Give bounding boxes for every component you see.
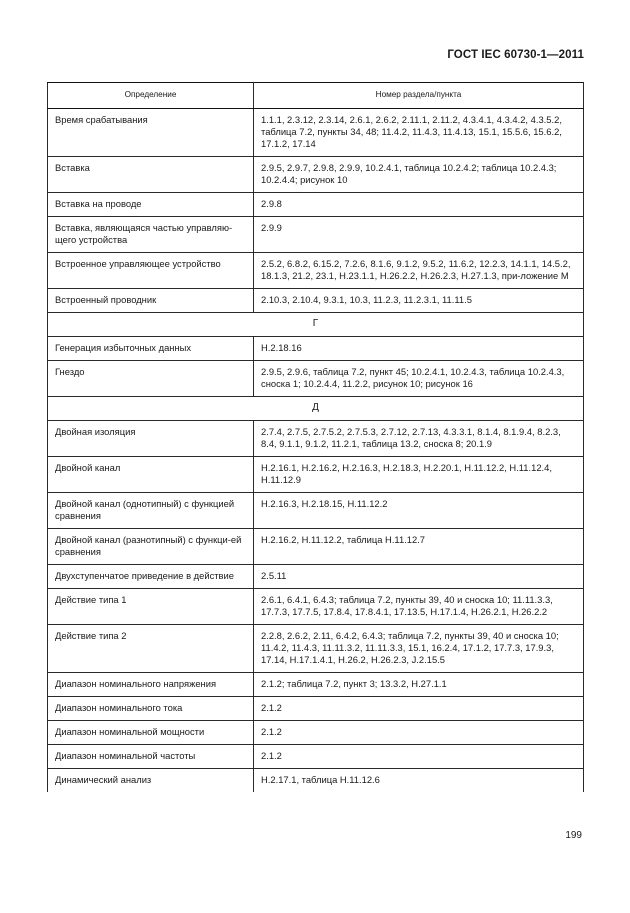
references-cell: Н.2.17.1, таблица Н.11.12.6 bbox=[254, 769, 584, 793]
references-cell: 1.1.1, 2.3.12, 2.3.14, 2.6.1, 2.6.2, 2.11.1, 2.11.2, 4.3.4.1, 4.3.4.2, 4.3.5.2, таблица 7.2, пункты 34, 48; 11.4.2, 11.4.3, 11.4.13, 15.1, 15.5.6, 15.6.2, 17.1.2, 17.14 bbox=[254, 109, 584, 157]
column-header-section-number: Номер раздела/пункта bbox=[254, 83, 584, 109]
table-row bbox=[48, 289, 584, 313]
references-cell: Н.2.16.1, Н.2.16.2, Н.2.16.3, Н.2.18.3, Н.2.20.1, Н.11.12.2, Н.11.12.4, Н.11.12.9 bbox=[254, 457, 584, 493]
references-cell: 2.5.11 bbox=[254, 565, 584, 589]
section-letter: Д bbox=[48, 397, 584, 421]
table-row bbox=[48, 193, 584, 217]
references-cell: Н.2.16.3, Н.2.18.15, Н.11.12.2 bbox=[254, 493, 584, 529]
table-row bbox=[48, 673, 584, 697]
references-cell: 2.9.8 bbox=[254, 193, 584, 217]
letter-section-row bbox=[48, 313, 584, 337]
term-cell: Вставка, являющаяся частью управляю-щего устройства bbox=[48, 217, 254, 253]
references-cell: 2.5.2, 6.8.2, 6.15.2, 7.2.6, 8.1.6, 9.1.2, 9.5.2, 11.6.2, 12.2.3, 14.1.1, 14.5.2, 18.1.3, 21.2, 23.1, Н.23.1.1, Н.26.2.2, Н.26.2.3, Н.27.1.3, при-ложение М bbox=[254, 253, 584, 289]
term-cell: Диапазон номинального тока bbox=[48, 697, 254, 721]
table-row bbox=[48, 589, 584, 625]
term-cell: Динамический анализ bbox=[48, 769, 254, 793]
column-header-definition: Определение bbox=[48, 83, 254, 109]
table-body bbox=[48, 109, 584, 793]
references-cell: 2.10.3, 2.10.4, 9.3.1, 10.3, 11.2.3, 11.2.3.1, 11.11.5 bbox=[254, 289, 584, 313]
term-cell: Диапазон номинальной частоты bbox=[48, 745, 254, 769]
references-cell: 2.1.2 bbox=[254, 745, 584, 769]
table-row bbox=[48, 337, 584, 361]
references-cell: 2.9.5, 2.9.6, таблица 7.2, пункт 45; 10.2.4.1, 10.2.4.3, таблица 10.2.4.3, сноска 1; 10.2.4.4, 11.2.2, рисунок 10; рисунок 16 bbox=[254, 361, 584, 397]
references-cell: 2.1.2 bbox=[254, 721, 584, 745]
table-row bbox=[48, 769, 584, 793]
table-row bbox=[48, 565, 584, 589]
term-cell: Вставка bbox=[48, 157, 254, 193]
table-row bbox=[48, 361, 584, 397]
term-cell: Двойная изоляция bbox=[48, 421, 254, 457]
table-header-row bbox=[48, 83, 584, 109]
table-row bbox=[48, 529, 584, 565]
term-cell: Диапазон номинальной мощности bbox=[48, 721, 254, 745]
references-cell: Н.2.16.2, Н.11.12.2, таблица Н.11.12.7 bbox=[254, 529, 584, 565]
term-cell: Генерация избыточных данных bbox=[48, 337, 254, 361]
term-cell: Гнездо bbox=[48, 361, 254, 397]
term-cell: Действие типа 2 bbox=[48, 625, 254, 673]
table-row bbox=[48, 253, 584, 289]
table-row bbox=[48, 217, 584, 253]
references-cell: 2.1.2 bbox=[254, 697, 584, 721]
table-row bbox=[48, 697, 584, 721]
table-row bbox=[48, 625, 584, 673]
references-cell: 2.2.8, 2.6.2, 2.11, 6.4.2, 6.4.3; таблица 7.2, пункты 39, 40 и сноска 10; 11.4.2, 11.4.3, 11.11.3.2, 11.11.3.3, 15.1, 16.2.4, 17.1.2, 17.7.3, 17.9.3, 17.14, Н.17.1.4.1, Н.26.2, Н.26.2.3, J.2.15.5 bbox=[254, 625, 584, 673]
table-row bbox=[48, 721, 584, 745]
term-cell: Диапазон номинального напряжения bbox=[48, 673, 254, 697]
table-row bbox=[48, 157, 584, 193]
references-cell: 2.9.9 bbox=[254, 217, 584, 253]
section-letter: Г bbox=[48, 313, 584, 337]
definitions-index-table bbox=[47, 82, 584, 792]
term-cell: Двойной канал (однотипный) с функцией сравнения bbox=[48, 493, 254, 529]
references-cell: 2.9.5, 2.9.7, 2.9.8, 2.9.9, 10.2.4.1, таблица 10.2.4.2; таблица 10.2.4.3; 10.2.4.4; рисунок 10 bbox=[254, 157, 584, 193]
page-number: 199 bbox=[565, 830, 582, 841]
table-row bbox=[48, 493, 584, 529]
standard-code: ГОСТ IEC 60730-1—2011 bbox=[447, 49, 584, 61]
term-cell: Двойной канал bbox=[48, 457, 254, 493]
table-row bbox=[48, 109, 584, 157]
references-cell: 2.6.1, 6.4.1, 6.4.3; таблица 7.2, пункты 39, 40 и сноска 10; 11.11.3.3, 17.7.3, 17.7.5, 17.8.4, 17.8.4.1, 17.13.5, Н.17.1.4, Н.26.2.1, Н.26.2.2 bbox=[254, 589, 584, 625]
references-cell: 2.7.4, 2.7.5, 2.7.5.2, 2.7.5.3, 2.7.12, 2.7.13, 4.3.3.1, 8.1.4, 8.1.9.4, 8.2.3, 8.4, 9.1.1, 9.1.2, 11.2.1, таблица 13.2, сноска 8; 20.1.9 bbox=[254, 421, 584, 457]
table-row bbox=[48, 421, 584, 457]
table-row bbox=[48, 745, 584, 769]
term-cell: Время срабатывания bbox=[48, 109, 254, 157]
term-cell: Двойной канал (разнотипный) с функци-ей сравнения bbox=[48, 529, 254, 565]
references-cell: Н.2.18.16 bbox=[254, 337, 584, 361]
references-cell: 2.1.2; таблица 7.2, пункт 3; 13.3.2, Н.27.1.1 bbox=[254, 673, 584, 697]
term-cell: Двухступенчатое приведение в действие bbox=[48, 565, 254, 589]
term-cell: Встроенное управляющее устройство bbox=[48, 253, 254, 289]
term-cell: Действие типа 1 bbox=[48, 589, 254, 625]
term-cell: Вставка на проводе bbox=[48, 193, 254, 217]
table-row bbox=[48, 457, 584, 493]
letter-section-row bbox=[48, 397, 584, 421]
term-cell: Встроенный проводник bbox=[48, 289, 254, 313]
